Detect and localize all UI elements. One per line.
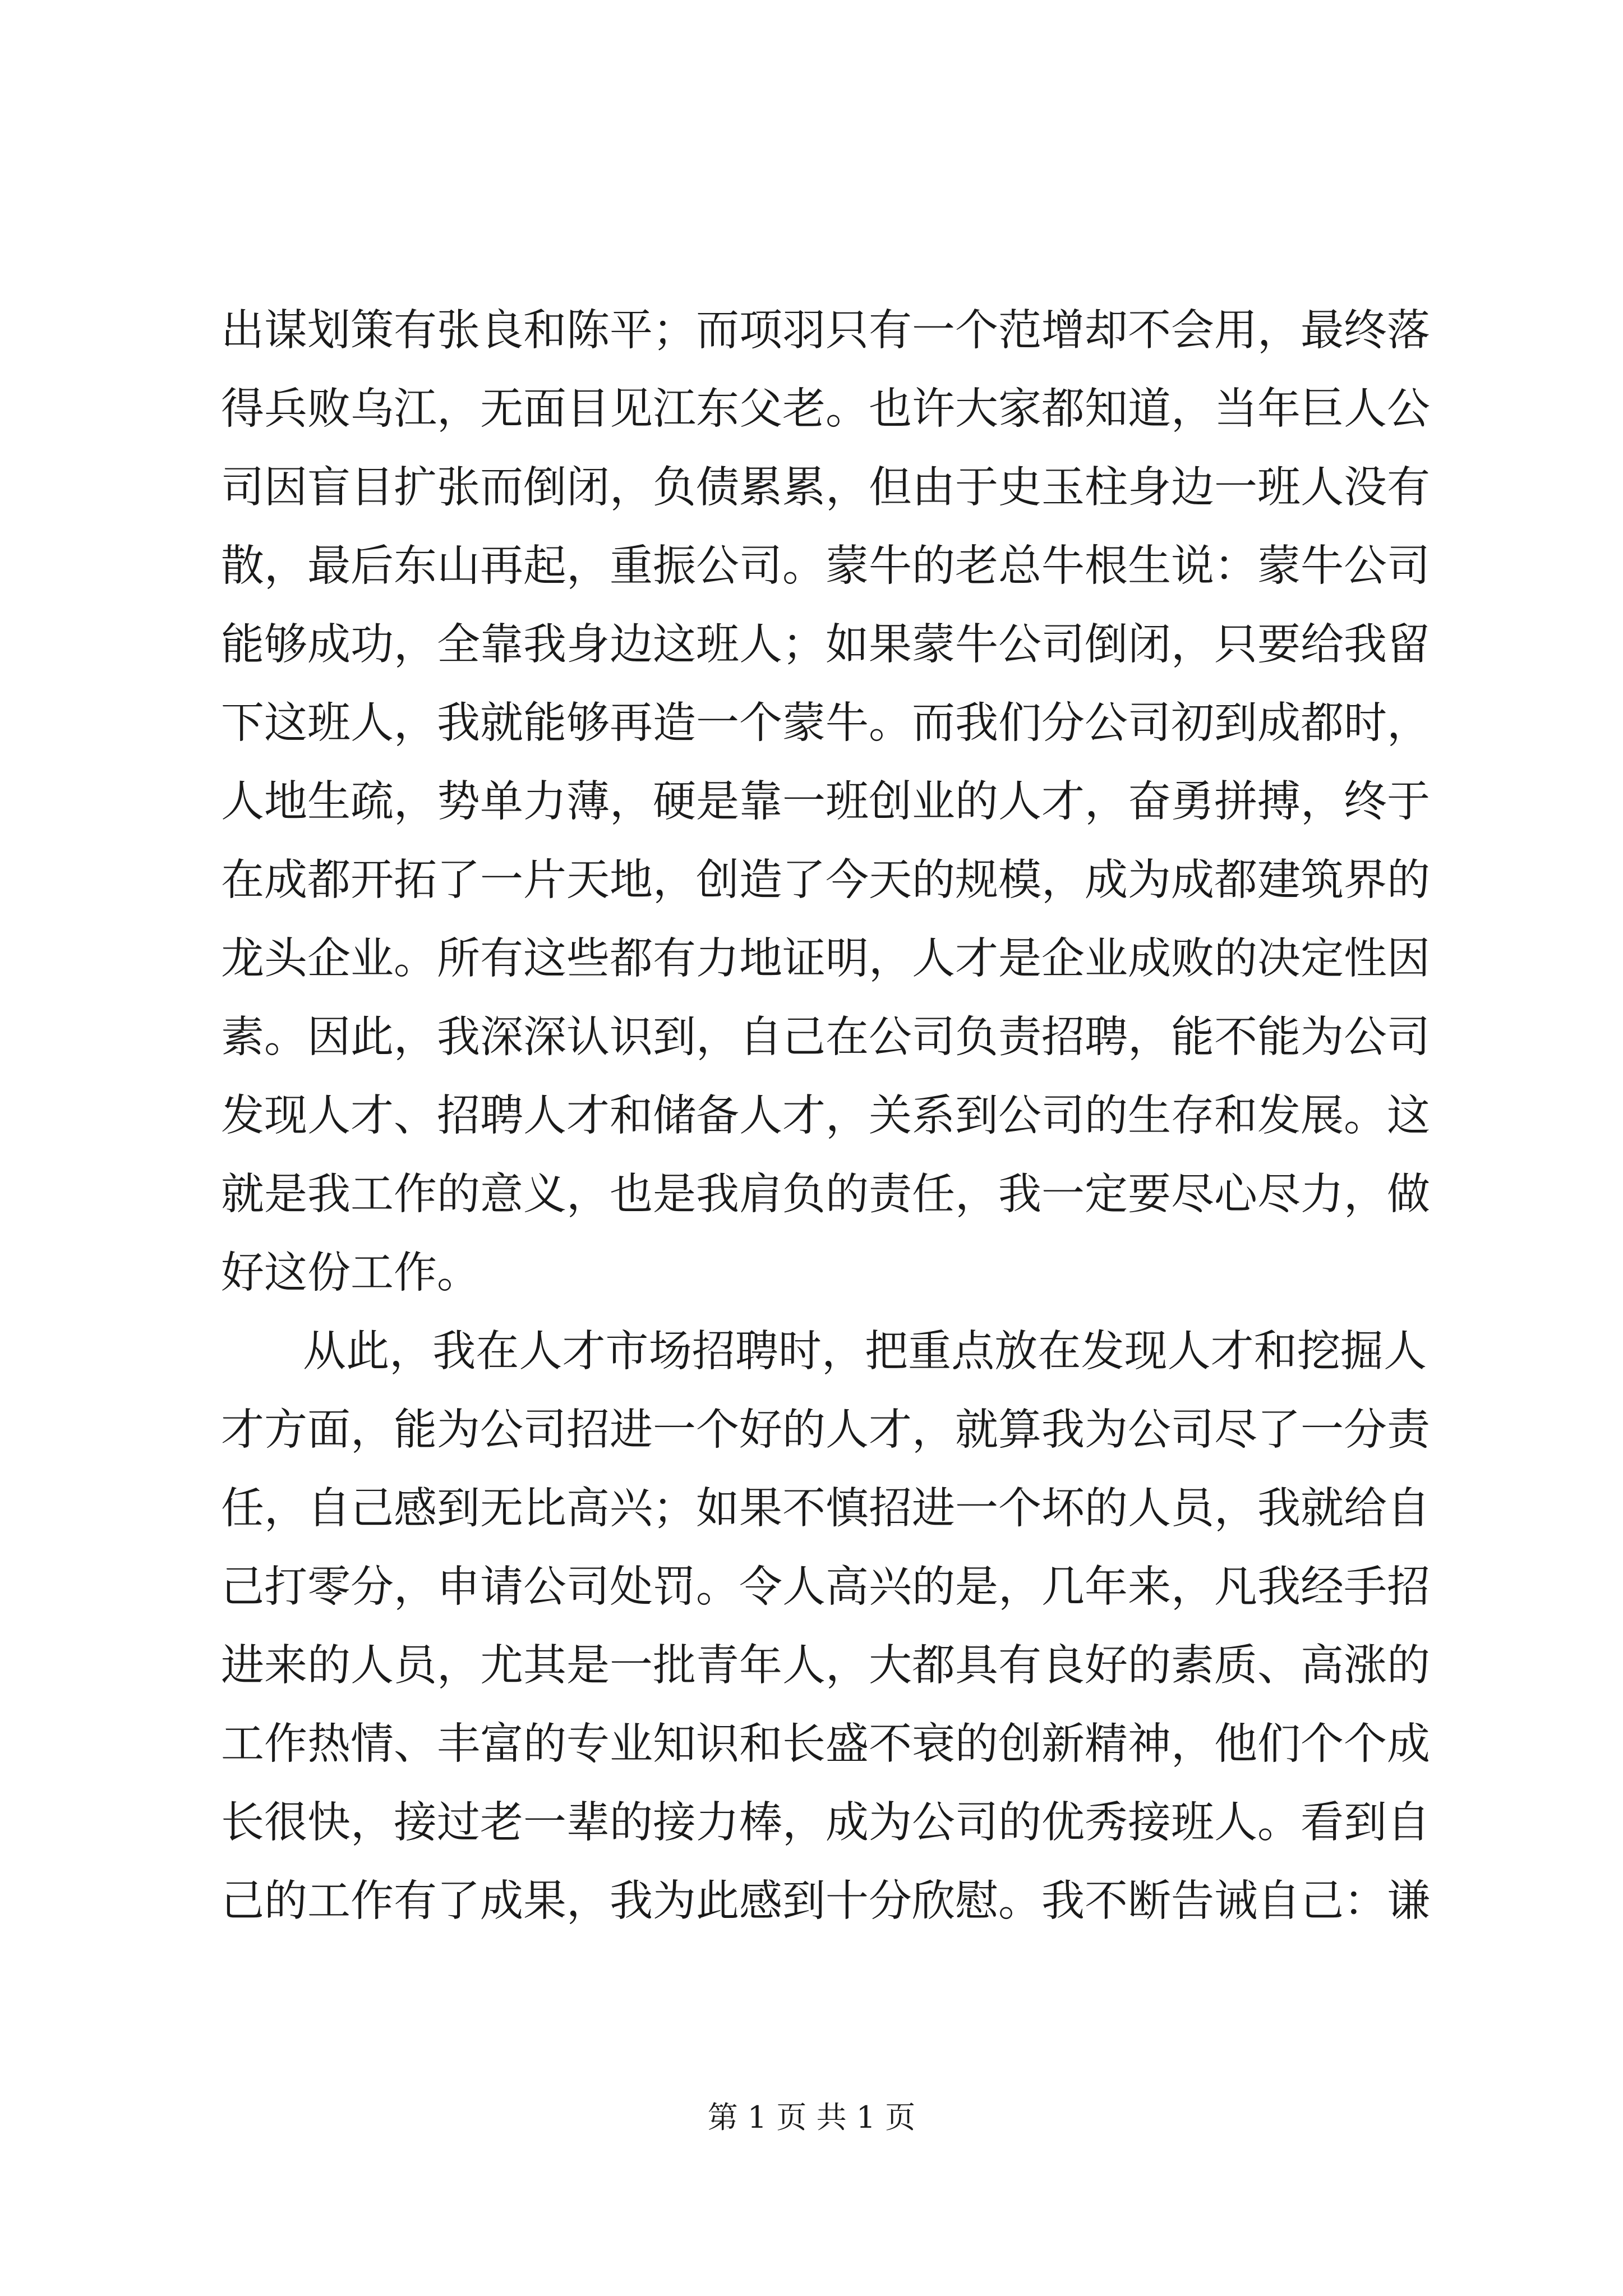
text-line: 在成都开拓了一片天地，创造了今天的规模，成为成都建筑界的 xyxy=(221,855,1430,905)
text-line: 龙头企业。所有这些都有力地证明，人才是企业成败的决定性因 xyxy=(221,934,1430,984)
text-line: 下这班人，我就能够再造一个蒙牛。而我们分公司初到成都时， xyxy=(221,698,1430,748)
text-line: 人地生疏，势单力薄，硬是靠一班创业的人才，奋勇拼搏，终于 xyxy=(221,777,1430,827)
text-line: 己打零分，申请公司处罚。令人高兴的是，几年来，凡我经手招 xyxy=(221,1562,1430,1612)
text-line: 得兵败乌江，无面目见江东父老。也许大家都知道，当年巨人公 xyxy=(221,384,1430,434)
text-line: 司因盲目扩张而倒闭，负债累累，但由于史玉柱身边一班人没有 xyxy=(221,463,1430,513)
text-line: 发现人才、招聘人才和储备人才，关系到公司的生存和发展。这 xyxy=(221,1091,1430,1141)
text-line: 出谋划策有张良和陈平；而项羽只有一个范增却不会用，最终落 xyxy=(221,306,1430,356)
text-line: 能够成功，全靠我身边这班人；如果蒙牛公司倒闭，只要给我留 xyxy=(221,620,1430,670)
text-line: 散，最后东山再起，重振公司。蒙牛的老总牛根生说：蒙牛公司 xyxy=(221,541,1430,591)
text-line: 己的工作有了成果，我为此感到十分欣慰。我不断告诫自己：谦 xyxy=(221,1876,1430,1926)
page-number-footer: 第 1 页 共 1 页 xyxy=(707,2100,916,2135)
text-line: 才方面，能为公司招进一个好的人才，就算我为公司尽了一分责 xyxy=(221,1405,1430,1455)
paragraph-first-line: 从此，我在人才市场招聘时，把重点放在发现人才和挖掘人 xyxy=(303,1327,1427,1377)
text-line: 就是我工作的意义，也是我肩负的责任，我一定要尽心尽力，做 xyxy=(221,1170,1430,1220)
text-line: 素。因此，我深深认识到，自己在公司负责招聘，能不能为公司 xyxy=(221,1013,1430,1062)
text-line: 工作热情、丰富的专业知识和长盛不衰的创新精神，他们个个成 xyxy=(221,1719,1430,1769)
text-line: 进来的人员，尤其是一批青年人，大都具有良好的素质、高涨的 xyxy=(221,1641,1430,1691)
text-line: 好这份工作。 xyxy=(221,1248,480,1298)
text-line: 长很快，接过老一辈的接力棒，成为公司的优秀接班人。看到自 xyxy=(221,1798,1430,1848)
text-line: 任，自己感到无比高兴；如果不慎招进一个坏的人员，我就给自 xyxy=(221,1484,1430,1534)
